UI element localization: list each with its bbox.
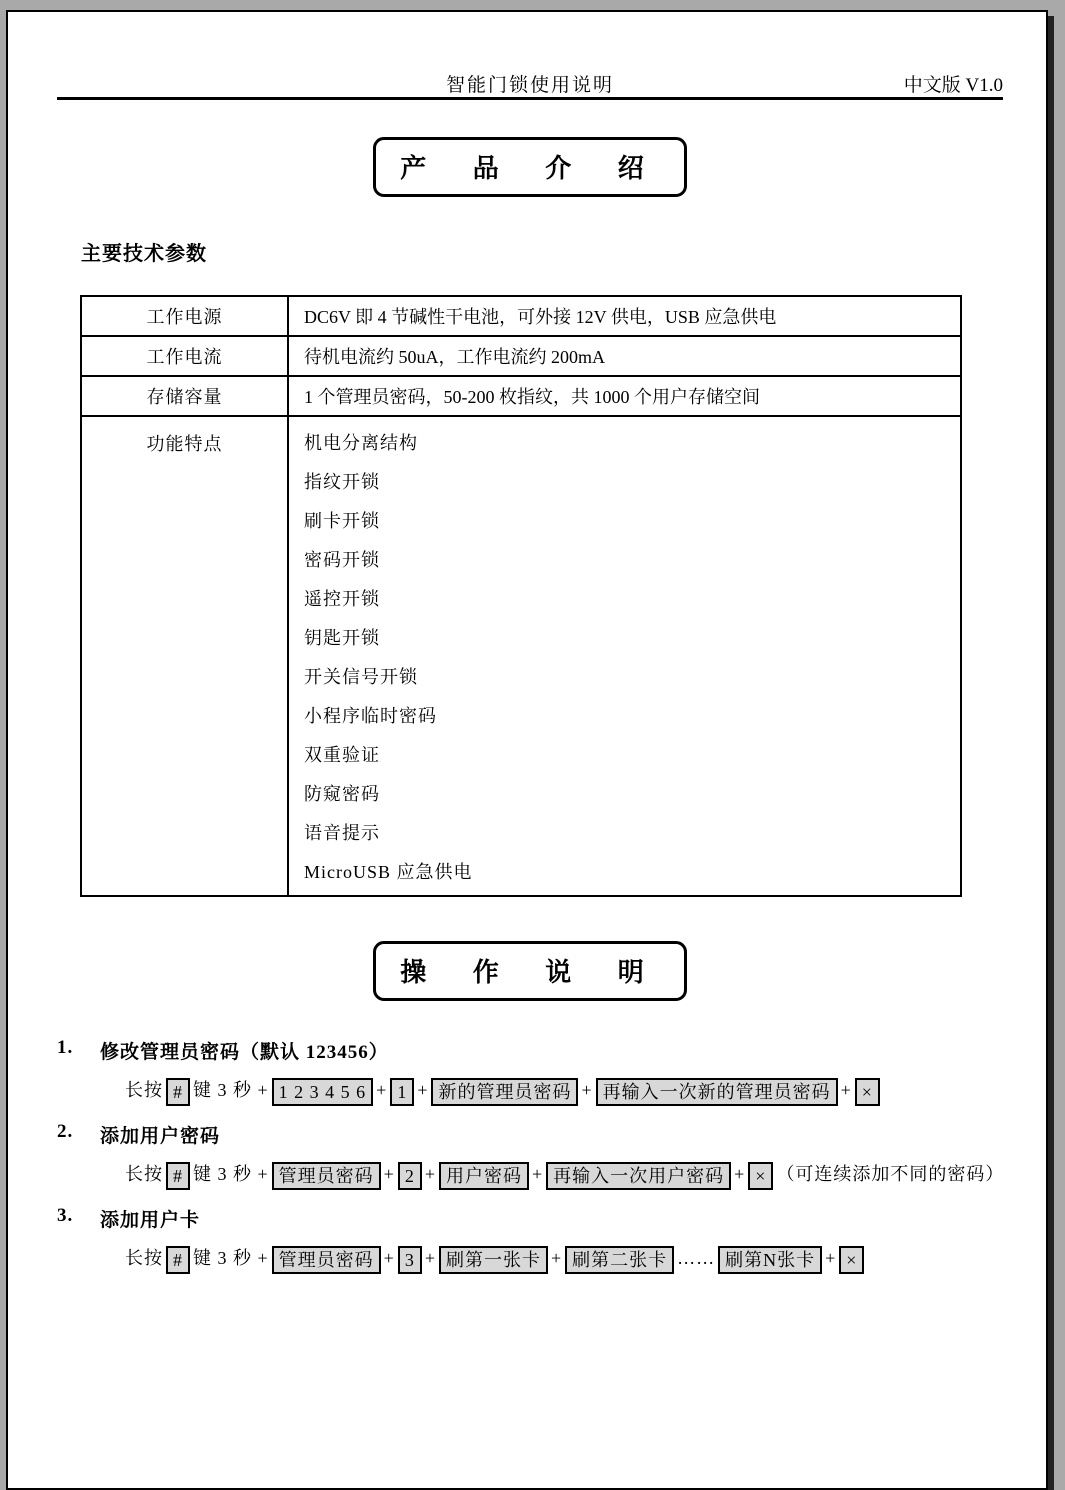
- key-box: 再输入一次用户密码: [546, 1162, 731, 1190]
- feature-item: 机电分离结构: [304, 432, 418, 453]
- key-box: 刷第二张卡: [565, 1246, 674, 1274]
- page-header: [57, 70, 1003, 100]
- operation-title: 添加用户卡: [100, 1209, 201, 1231]
- key-box: 2: [398, 1162, 422, 1190]
- feature-item: 刷卡开锁: [304, 510, 380, 531]
- key-box: 3: [398, 1246, 422, 1274]
- document-page: [6, 10, 1048, 1490]
- sequence-text: +: [383, 1163, 395, 1184]
- sequence-text: +: [424, 1247, 436, 1268]
- operation-item: [57, 1121, 1003, 1190]
- key-box: ×: [855, 1078, 880, 1106]
- tech-params-table: [80, 295, 962, 897]
- param-value: 待机电流约 50uA，工作电流约 200mA: [288, 336, 961, 376]
- table-row-current: [81, 336, 961, 376]
- key-box: ×: [748, 1162, 773, 1190]
- key-box: ×: [839, 1246, 864, 1274]
- table-row-features: [81, 416, 961, 896]
- key-box: 新的管理员密码: [431, 1078, 578, 1106]
- header-version: 中文版 V1.0: [903, 75, 1003, 96]
- key-box: 1: [390, 1078, 414, 1106]
- operation-number: 3.: [57, 1204, 74, 1226]
- key-box: 用户密码: [439, 1162, 529, 1190]
- operation-sequence: [57, 1159, 1003, 1190]
- key-box: #: [166, 1078, 190, 1106]
- feature-item: 防窥密码: [304, 783, 380, 804]
- param-label: 工作电流: [81, 336, 288, 376]
- section-title-operations: 操 作 说 明: [373, 941, 687, 1001]
- sequence-text: +: [550, 1247, 563, 1268]
- key-box: 管理员密码: [272, 1162, 381, 1190]
- feature-item: 密码开锁: [304, 549, 380, 570]
- sequence-text: 长按: [125, 1247, 163, 1268]
- table-row-power: [81, 296, 961, 336]
- sequence-text: +: [531, 1163, 544, 1184]
- operation-number: 2.: [57, 1120, 74, 1142]
- sequence-text: +: [840, 1080, 852, 1100]
- param-label: 工作电源: [81, 296, 288, 336]
- sequence-text: 键 3 秒 +: [193, 1247, 269, 1268]
- param-value: DC6V 即 4 节碱性干电池，可外接 12V 供电，USB 应急供电: [288, 296, 961, 336]
- param-label: 存储容量: [81, 376, 288, 416]
- header-title: 智能门锁使用说明: [445, 75, 615, 96]
- operation-item: [57, 1205, 1003, 1274]
- feature-item: 遥控开锁: [304, 588, 380, 609]
- feature-item: MicroUSB 应急供电: [304, 861, 473, 882]
- sequence-text: +: [424, 1163, 436, 1184]
- operation-heading: [57, 1205, 1003, 1232]
- operation-heading: [57, 1121, 1003, 1148]
- sequence-text: +: [734, 1163, 746, 1184]
- operation-sequence: [57, 1243, 1003, 1274]
- operation-title: 修改管理员密码（默认 123456）: [100, 1042, 389, 1063]
- key-box: #: [166, 1246, 190, 1274]
- sequence-text: （可连续添加不同的密码）: [776, 1163, 1005, 1184]
- key-box: #: [166, 1162, 190, 1190]
- feature-item: 小程序临时密码: [304, 705, 437, 726]
- param-value: 1 个管理员密码，50-200 枚指纹，共 1000 个用户存储空间: [288, 376, 961, 416]
- key-box: 管理员密码: [272, 1246, 381, 1274]
- feature-item: 开关信号开锁: [304, 666, 418, 687]
- operation-sequence: [57, 1075, 1003, 1106]
- feature-item: 指纹开锁: [304, 471, 380, 492]
- table-row-storage: [81, 376, 961, 416]
- sequence-text: +: [376, 1080, 388, 1100]
- sequence-text: 长按: [125, 1080, 163, 1100]
- sequence-text: +: [417, 1080, 429, 1100]
- key-box: 刷第一张卡: [439, 1246, 548, 1274]
- operation-title: 添加用户密码: [100, 1125, 221, 1147]
- sequence-text: +: [581, 1080, 593, 1100]
- sequence-text: 键 3 秒 +: [193, 1080, 269, 1100]
- subheading-tech-params: 主要技术参数: [81, 243, 207, 265]
- feature-item: 钥匙开锁: [304, 627, 380, 648]
- operation-heading: [57, 1037, 1003, 1064]
- operation-item: [57, 1037, 1003, 1106]
- feature-item: 双重验证: [304, 744, 380, 765]
- sequence-text: 长按: [125, 1163, 163, 1184]
- sequence-text: +: [383, 1247, 395, 1268]
- operations-list: [57, 1037, 1003, 1274]
- features-list: [288, 416, 961, 896]
- sequence-text: ……: [677, 1247, 716, 1268]
- sequence-text: +: [825, 1247, 837, 1268]
- sequence-text: 键 3 秒 +: [193, 1163, 269, 1184]
- key-box: 再输入一次新的管理员密码: [596, 1078, 838, 1106]
- key-box: 1 2 3 4 5 6: [272, 1078, 374, 1106]
- feature-item: 语音提示: [304, 822, 380, 843]
- operation-number: 1.: [57, 1037, 74, 1058]
- key-box: 刷第N张卡: [718, 1246, 822, 1274]
- param-label: 功能特点: [81, 416, 288, 896]
- section-title-product-intro: 产 品 介 绍: [373, 137, 687, 197]
